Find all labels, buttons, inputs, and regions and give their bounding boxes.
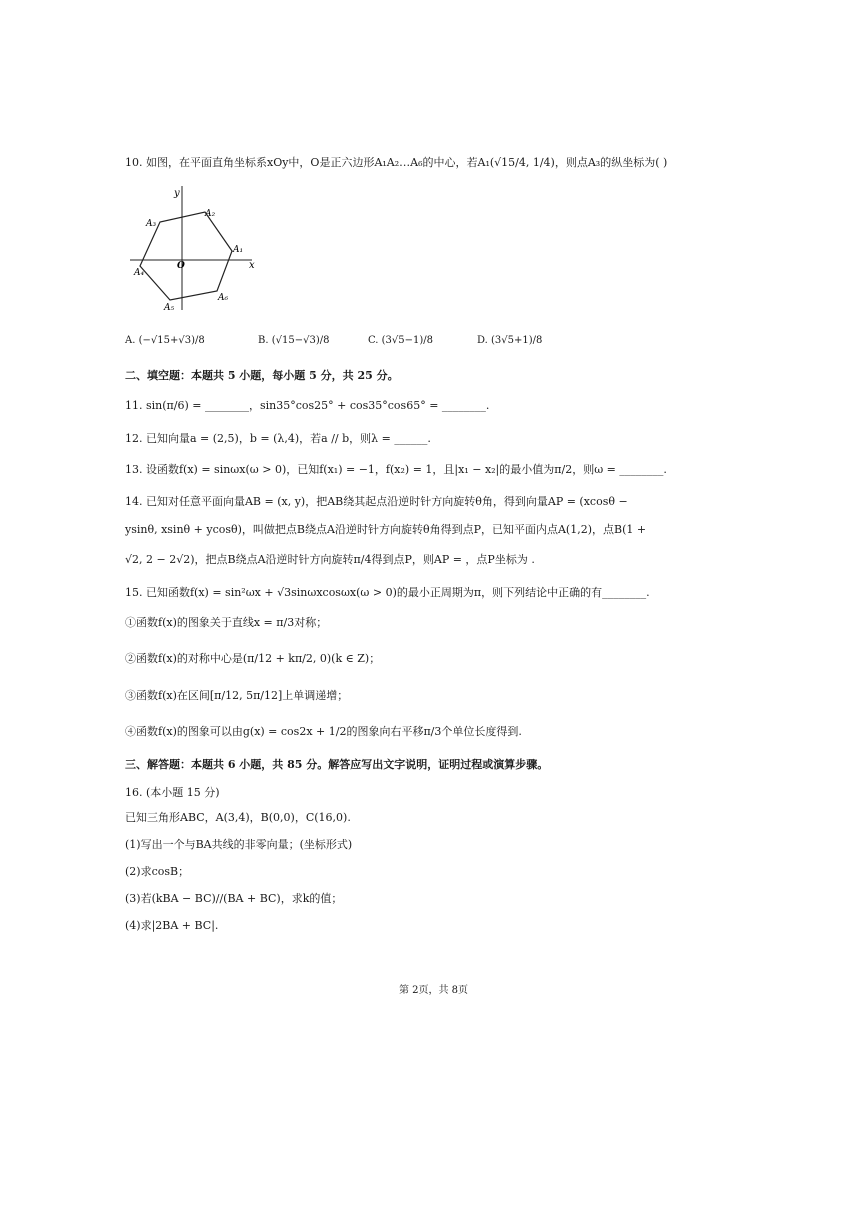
a2-label: A₂ bbox=[205, 209, 216, 219]
a4-label: A₄ bbox=[134, 268, 145, 278]
q16-part-1: (1)写出一个与BA共线的非零向量；(坐标形式) bbox=[125, 838, 353, 851]
q15-option-4: ④函数f(x)的图象可以由g(x) = cos2x + 1/2的图象向右平移π/3个单位长度得到. bbox=[125, 725, 522, 738]
q16-part-3: (3)若(kBA − BC)//(BA + BC)，求k的值； bbox=[125, 892, 343, 905]
section2-heading: 二、填空题：本题共 5 小题，每小题 5 分，共 25 分。 bbox=[125, 369, 399, 382]
q10-stem: 10. 如图，在平面直角坐标系xOy中，O是正六边形A₁A₂…A₆的中心，若A₁(√15/4, 1/4)，则点A₃的纵坐标为( ) bbox=[125, 156, 668, 169]
q15-option-3: ③函数f(x)在区间[π/12, 5π/12]上单调递增； bbox=[125, 689, 349, 702]
q16-part-2: (2)求cosB； bbox=[125, 865, 190, 878]
hexagon-diagram bbox=[128, 182, 263, 312]
q13-text: 13. 设函数f(x) = sinωx(ω > 0)，已知f(x₁) = −1，f(x₂) = 1，且|x₁ − x₂|的最小值为π/2，则ω = ________. bbox=[125, 463, 667, 476]
origin-label: O bbox=[177, 261, 185, 271]
q14-line2: ysinθ, xsinθ + ycosθ)，叫做把点B绕点A沿逆时针方向旋转θ角得到点P，已知平面内点A(1,2)，点B(1 + bbox=[125, 523, 647, 536]
q10-choice-b: B. (√15−√3)/8 bbox=[258, 335, 330, 346]
section3-heading: 三、解答题：本题共 6 小题，共 85 分。解答应写出文字说明，证明过程或演算步骤。 bbox=[125, 758, 549, 771]
y-axis-label: y bbox=[174, 188, 180, 199]
a5-label: A₅ bbox=[164, 303, 175, 312]
a1-label: A₁ bbox=[233, 245, 244, 255]
hexagon-figure bbox=[128, 182, 263, 315]
page-footer: 第 2页，共 8页 bbox=[398, 985, 469, 996]
q10-choice-c: C. (3√5−1)/8 bbox=[368, 335, 434, 346]
q11-text: 11. sin(π/6) = ________，sin35°cos25° + cos35°cos65° = ________. bbox=[125, 399, 490, 412]
q16-given: 已知三角形ABC，A(3,4)，B(0,0)，C(16,0). bbox=[125, 811, 351, 824]
q10-choice-a: A. (−√15+√3)/8 bbox=[125, 335, 205, 346]
q15-option-2: ②函数f(x)的对称中心是(π/12 + kπ/2, 0)(k ∈ Z)； bbox=[125, 652, 381, 665]
q15-stem: 15. 已知函数f(x) = sin²ωx + √3sinωxcosωx(ω > 0)的最小正周期为π，则下列结论中正确的有________. bbox=[125, 586, 650, 599]
q16-title: 16. (本小题 15 分) bbox=[125, 786, 220, 799]
a6-label: A₆ bbox=[218, 293, 229, 303]
q10-choice-d: D. (3√5+1)/8 bbox=[477, 335, 543, 346]
a3-label: A₃ bbox=[146, 219, 157, 229]
q14-line1: 14. 已知对任意平面向量AB = (x, y)，把AB绕其起点沿逆时针方向旋转θ角，得到向量AP = (xcosθ − bbox=[125, 495, 628, 508]
x-axis-label: x bbox=[249, 260, 255, 271]
q12-text: 12. 已知向量a = (2,5)，b = (λ,4)，若a // b，则λ = ______. bbox=[125, 432, 431, 445]
q14-line3: √2, 2 − 2√2)，把点B绕点A沿逆时针方向旋转π/4得到点P，则AP = ，点P坐标为 . bbox=[125, 553, 535, 566]
q15-option-1: ①函数f(x)的图象关于直线x = π/3对称； bbox=[125, 616, 328, 629]
q16-part-4: (4)求|2BA + BC|. bbox=[125, 919, 219, 932]
